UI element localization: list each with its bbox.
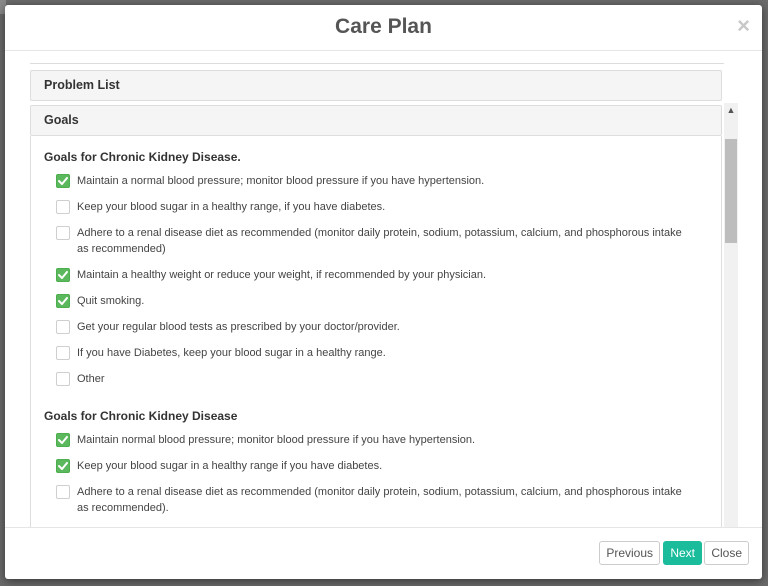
modal-body[interactable] — [5, 51, 762, 527]
close-button[interactable]: Close — [704, 541, 749, 565]
goal-label: Keep your blood sugar in a healthy range, if you have diabetes. — [77, 201, 386, 213]
goal-list — [31, 432, 721, 527]
goal-item[interactable] — [31, 293, 721, 309]
goal-checkbox[interactable] — [56, 268, 70, 282]
goal-item[interactable] — [31, 225, 721, 257]
next-button[interactable]: Next — [663, 541, 702, 565]
goal-checkbox[interactable] — [56, 200, 70, 214]
scroll-up-icon[interactable]: ▲ — [726, 105, 736, 115]
goal-label: Adhere to a renal disease diet as recommended (monitor daily protein, sodium, potassium, calcium, and phosphorous intake as recommended). — [77, 486, 682, 514]
modal-footer — [5, 527, 762, 579]
goal-checkbox[interactable] — [56, 294, 70, 308]
goal-checkbox[interactable] — [56, 433, 70, 447]
goal-label: Other — [77, 373, 105, 385]
goal-item[interactable] — [31, 267, 721, 283]
goal-list — [31, 173, 721, 387]
goal-item[interactable] — [31, 199, 721, 215]
previous-button[interactable]: Previous — [599, 541, 660, 565]
goal-item[interactable] — [31, 484, 721, 516]
goal-group-title: Goals for Chronic Kidney Disease — [44, 409, 238, 423]
goals-panel-heading[interactable]: Goals — [30, 105, 722, 136]
goal-item[interactable] — [31, 345, 721, 361]
goal-label: Adhere to a renal disease diet as recommended (monitor daily protein, sodium, potassium, calcium, and phosphorous intake as recommended) — [77, 227, 682, 255]
goal-label: Maintain a healthy weight or reduce your weight, if recommended by your physician. — [77, 269, 487, 281]
vertical-scrollbar[interactable] — [724, 103, 738, 527]
problem-list-panel-heading[interactable]: Problem List — [30, 70, 722, 101]
goal-item[interactable] — [31, 173, 721, 189]
checkmark-icon — [58, 177, 68, 185]
checkmark-icon — [58, 462, 68, 470]
care-plan-modal — [5, 5, 762, 579]
goal-item[interactable] — [31, 319, 721, 335]
goal-checkbox[interactable] — [56, 174, 70, 188]
goal-checkbox[interactable] — [56, 459, 70, 473]
goal-item[interactable] — [31, 371, 721, 387]
goal-checkbox[interactable] — [56, 372, 70, 386]
goal-group-title: Goals for Chronic Kidney Disease. — [44, 150, 241, 164]
collapsed-panel-edge — [30, 51, 724, 64]
checkmark-icon — [58, 271, 68, 279]
goal-checkbox[interactable] — [56, 226, 70, 240]
goal-label: Maintain a normal blood pressure; monitor blood pressure if you have hypertension. — [77, 175, 485, 187]
goal-item[interactable] — [31, 432, 721, 448]
care-plan-content — [30, 51, 722, 527]
goal-label: If you have Diabetes, keep your blood sugar in a healthy range. — [77, 347, 386, 359]
goal-checkbox[interactable] — [56, 485, 70, 499]
close-icon[interactable]: × — [737, 13, 750, 38]
checkmark-icon — [58, 436, 68, 444]
checkmark-icon — [58, 297, 68, 305]
goal-checkbox[interactable] — [56, 346, 70, 360]
goal-label: Get your regular blood tests as prescribed by your doctor/provider. — [77, 321, 400, 333]
goal-checkbox[interactable] — [56, 320, 70, 334]
goal-label: Maintain normal blood pressure; monitor blood pressure if you have hypertension. — [77, 434, 476, 446]
modal-header — [5, 5, 762, 51]
goals-panel-body — [30, 136, 722, 527]
goal-label: Quit smoking. — [77, 295, 145, 307]
goal-item[interactable] — [31, 458, 721, 474]
goal-label: Keep your blood sugar in a healthy range if you have diabetes. — [77, 460, 383, 472]
scrollbar-thumb[interactable] — [725, 139, 737, 243]
modal-title: Care Plan — [335, 15, 432, 38]
